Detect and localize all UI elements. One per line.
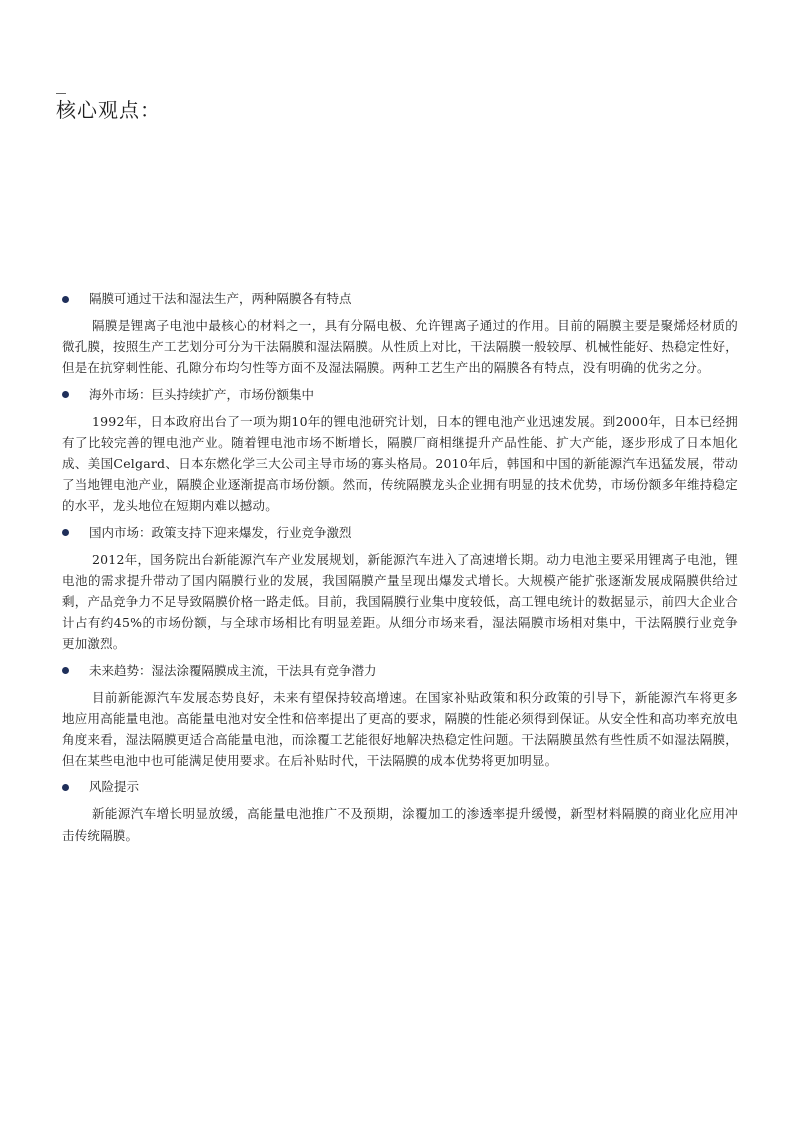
page-top-mark: [56, 93, 66, 94]
section-overseas-market: [62, 385, 738, 517]
report-body: [62, 289, 738, 852]
section-heading-text: 海外市场：巨头持续扩产，市场份额集中: [89, 386, 315, 402]
section-heading-text: 隔膜可通过干法和湿法生产，两种隔膜各有特点: [89, 291, 352, 306]
section-risk-warning: [62, 777, 738, 845]
bullet-icon: [62, 391, 69, 398]
section-heading: [62, 523, 738, 543]
section-paragraph: 1992年，日本政府出台了一项为期10年的锂电池研究计划，日本的锂电池产业迅速发展。到2000年，日本已经拥有了比较完善的锂电池产业。随着锂电池市场不断增长，隔膜厂商相继提升产品性能、扩大产能，逐步形成了日本旭化成、美国Celgard、日本东燃化学三大公司主导市场的寡头格局。2010年后，韩国和中国的新能源汽车迅猛发展，带动了当地锂电池产业，隔膜企业逐渐提高市场份额。然而，传统隔膜龙头企业拥有明显的技术优势，市场份额多年维持稳定的水平，龙头地位在短期内难以撼动。: [62, 413, 738, 514]
section-domestic-market: [62, 523, 738, 655]
bullet-icon: [62, 296, 69, 303]
section-heading: [62, 777, 738, 797]
section-heading-text: 未来趋势：湿法涂覆隔膜成主流，干法具有竞争潜力: [89, 662, 377, 678]
section-heading-text: 国内市场：政策支持下迎来爆发，行业竞争激烈: [89, 524, 352, 540]
bullet-icon: [62, 667, 69, 674]
section-paragraph: 新能源汽车增长明显放缓，高能量电池推广不及预期，涂覆加工的渗透率提升缓慢，新型材料隔膜的商业化应用冲击传统隔膜。: [62, 806, 738, 843]
section-heading: [62, 289, 738, 309]
bullet-icon: [62, 529, 69, 536]
section-paragraph: 目前新能源汽车发展态势良好，未来有望保持较高增速。在国家补贴政策和积分政策的引导下，新能源汽车将更多地应用高能量电池。高能量电池对安全性和倍率提出了更高的要求，隔膜的性能必须得到保证。从安全性和高功率充放电角度来看，湿法隔膜更适合高能量电池，而涂覆工艺能很好地解决热稳定性问题。干法隔膜虽然有些性质不如湿法隔膜，但在某些电池中也可能满足使用要求。在后补贴时代，干法隔膜的成本优势将更加明显。: [62, 689, 738, 769]
section-heading-text: 风险提示: [89, 779, 140, 795]
bullet-icon: [62, 784, 69, 791]
section-future-trends: [62, 661, 738, 772]
page-title: 核心观点：: [56, 98, 161, 122]
section-separator-features: [62, 289, 738, 379]
section-heading: [62, 661, 738, 681]
section-paragraph: 2012年，国务院出台新能源汽车产业发展规划，新能源汽车进入了高速增长期。动力电池主要采用锂离子电池，锂电池的需求提升带动了国内隔膜行业的发展，我国隔膜产量呈现出爆发式增长。大规模产能扩张逐渐发展成隔膜供给过剩，产品竞争力不足导致隔膜价格一路走低。目前，我国隔膜行业集中度较低，高工锂电统计的数据显示，前四大企业合计占有约45%的市场份额，与全球市场相比有明显差距。从细分市场来看，湿法隔膜市场相对集中，干法隔膜行业竞争更加激烈。: [62, 551, 738, 652]
section-paragraph: 隔膜是锂离子电池中最核心的材料之一，具有分隔电极、允许锂离子通过的作用。目前的隔膜主要是聚烯烃材质的微孔膜，按照生产工艺划分可分为干法隔膜和湿法隔膜。从性质上对比，干法隔膜一般较厚、机械性能好、热稳定性好，但是在抗穿刺性能、孔隙分布均匀性等方面不及湿法隔膜。两种工艺生产出的隔膜各有特点，没有明确的优劣之分。: [62, 318, 738, 376]
section-heading: [62, 385, 738, 405]
